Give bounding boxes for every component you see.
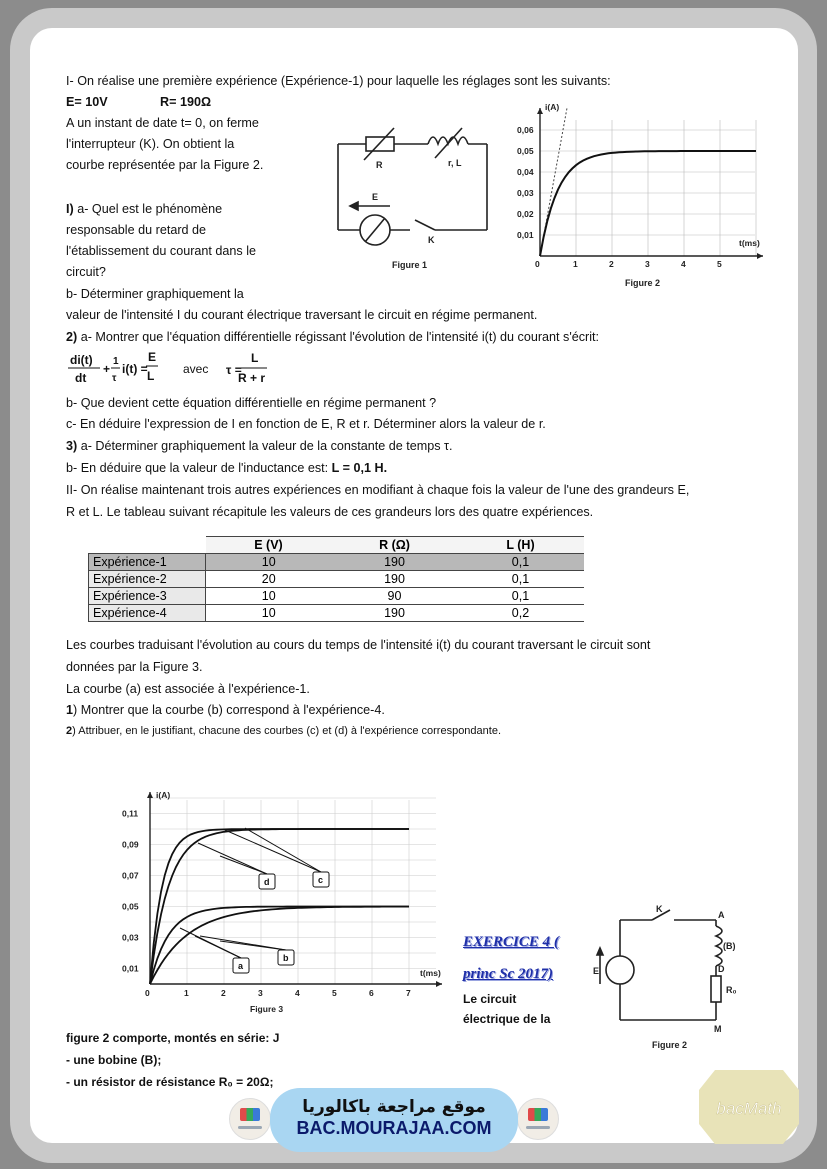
- table-cell: 10: [206, 554, 332, 571]
- ex4-label-d: D: [718, 964, 725, 974]
- fig2-xtick: 4: [681, 259, 686, 269]
- logo-text: bacMath: [716, 1099, 782, 1118]
- eq-den2: τ: [112, 373, 117, 384]
- fig3-ytick: 0,11: [122, 808, 139, 819]
- question-3a: [66, 439, 453, 453]
- fig1-label-k: K: [428, 235, 435, 245]
- part2-after-2: données par la Figure 3.: [66, 660, 203, 674]
- table-header: E (V): [206, 537, 332, 554]
- fig2-ytick: 0,02: [517, 209, 534, 219]
- part1-intro: I- On réalise une première expérience (Expérience-1) pour laquelle les réglages sont les suivants:: [66, 74, 611, 88]
- text-line: A un instant de date t= 0, on ferme: [66, 116, 259, 130]
- setting-e: E= 10V: [66, 95, 108, 109]
- eq-den4: R + r: [238, 371, 266, 385]
- experiments-table: [88, 536, 584, 622]
- fig3-curve-label: a: [238, 961, 244, 971]
- table-header: L (H): [458, 537, 584, 554]
- fig3-curve-b: [150, 907, 409, 984]
- fig2-ytick: 0,01: [517, 230, 534, 240]
- fig2-ytick: 0,05: [517, 146, 534, 156]
- question-2c: c- En déduire l'expression de I en fonction de E, R et r. Déterminer alors la valeur de r.: [66, 417, 546, 431]
- table-cell: 0,2: [458, 605, 584, 622]
- table-cell: 0,1: [458, 554, 584, 571]
- fig2-xtick: 3: [645, 259, 650, 269]
- question-3b: [66, 461, 387, 475]
- table-cell: Expérience-1: [89, 554, 206, 571]
- question-text: b- En déduire que la valeur de l'inductance est:: [66, 461, 332, 475]
- fig3-ytick: 0,01: [122, 963, 139, 974]
- table-cell: 10: [206, 588, 332, 605]
- table-cell: 190: [332, 554, 458, 571]
- fig2-ytick: 0,06: [517, 125, 534, 135]
- fig3-xtick: 6: [369, 988, 374, 998]
- question-1a: [66, 202, 222, 216]
- table-row: [89, 571, 584, 588]
- question-number: 1: [66, 703, 74, 717]
- question-number: 2): [66, 330, 78, 344]
- question-2b: b- Que devient cette équation différentielle en régime permanent ?: [66, 396, 437, 410]
- fig2-xlabel: t(ms): [739, 238, 760, 248]
- part2-intro-2: R et L. Le tableau suivant récapitule les valeurs de ces grandeurs lors des quatre expériences.: [66, 505, 594, 519]
- exercise4-line-2: - une bobine (B);: [66, 1053, 162, 1067]
- differential-equation: [66, 348, 296, 390]
- text-line: valeur de l'intensité I du courant électrique traversant le circuit en régime permanent.: [66, 308, 538, 322]
- fig1-label-r: R: [376, 160, 383, 170]
- table-cell: Expérience-2: [89, 571, 206, 588]
- question-2a: [66, 330, 599, 344]
- table-cell: 0,1: [458, 571, 584, 588]
- site-logo-icon: [229, 1098, 271, 1140]
- question-number: 2: [66, 725, 73, 737]
- table-row: [89, 605, 584, 622]
- table-cell: 10: [206, 605, 332, 622]
- figure2-chart: [515, 100, 770, 292]
- exercise4-title-2: princ Sc 2017): [463, 966, 553, 982]
- text-line: l'interrupteur (K). On obtient la: [66, 137, 235, 151]
- part2-intro-1: II- On réalise maintenant trois autres expériences en modifiant à chaque fois la valeur de l'une des grandeurs E,: [66, 483, 690, 497]
- exercise4-line-1: figure 2 comporte, montés en série: J: [66, 1031, 280, 1045]
- fig2-xtick: 1: [573, 259, 578, 269]
- figure3-chart: [120, 786, 450, 1018]
- fig3-ytick: 0,03: [122, 932, 139, 943]
- table-header-row: [89, 537, 584, 554]
- site-name-arabic: موقع مراجعة باكالوريا: [302, 1097, 486, 1117]
- fig2-ytick: 0,03: [517, 188, 534, 198]
- fig3-origin: 0: [145, 988, 150, 998]
- eq-den3: L: [147, 369, 155, 383]
- inductance-value: L = 0,1 H.: [331, 461, 388, 475]
- eq-num3: E: [148, 350, 157, 364]
- ex4-label-r0: R₀: [726, 985, 737, 995]
- part2-after-3: La courbe (a) est associée à l'expérience-1.: [66, 682, 310, 696]
- exercise4-title-1: EXERCICE 4 (: [463, 934, 559, 950]
- ex4-label-a: A: [718, 910, 725, 920]
- part2-question-2: [66, 725, 501, 737]
- setting-r: R= 190Ω: [160, 95, 212, 109]
- eq-avec: avec: [183, 362, 209, 376]
- question-text: a- Quel est le phénomène: [73, 202, 223, 216]
- fig3-ylabel: i(A): [156, 790, 171, 800]
- figure3-caption: Figure 3: [250, 1004, 284, 1014]
- table-cell: 190: [332, 605, 458, 622]
- figure1-caption: Figure 1: [392, 260, 428, 270]
- ex4-circuit-figure: [590, 902, 750, 1054]
- exercise4-body-2: électrique de la: [463, 1012, 551, 1026]
- figure1-circuit: [330, 118, 495, 276]
- fig3-curve-label: c: [318, 875, 324, 885]
- fig3-xtick: 4: [295, 988, 300, 998]
- fig3-curve-label: b: [283, 953, 289, 963]
- ex4-figure-caption: Figure 2: [652, 1040, 688, 1050]
- ex4-label-m: M: [714, 1024, 722, 1034]
- ex4-label-b: (B): [723, 941, 736, 951]
- eq-mid: i(t) =: [122, 362, 148, 376]
- fig3-xtick: 5: [332, 988, 337, 998]
- table-cell: 20: [206, 571, 332, 588]
- question-number: I): [66, 202, 74, 216]
- exercise4-body-1: Le circuit: [463, 992, 517, 1006]
- text-line: l'établissement du courant dans le: [66, 244, 257, 258]
- question-number: 3): [66, 439, 78, 453]
- table-cell: Expérience-3: [89, 588, 206, 605]
- fig2-xtick: 2: [609, 259, 614, 269]
- part2-question-1: [66, 703, 385, 717]
- figure2-caption: Figure 2: [625, 278, 661, 288]
- site-banner[interactable]: [270, 1088, 518, 1152]
- eq-num2: 1: [113, 356, 119, 367]
- table-row: [89, 588, 584, 605]
- table-cell: 90: [332, 588, 458, 605]
- text-line: responsable du retard de: [66, 223, 207, 237]
- fig3-xtick: 7: [406, 988, 411, 998]
- fig3-xlabel: t(ms): [420, 968, 441, 978]
- table-cell: Expérience-4: [89, 605, 206, 622]
- ex4-label-k: K: [656, 904, 663, 914]
- fig3-curve-label: d: [264, 877, 270, 887]
- table-cell: 190: [332, 571, 458, 588]
- fig3-xtick: 1: [184, 988, 189, 998]
- fig3-xtick: 2: [221, 988, 226, 998]
- fig1-label-e: E: [372, 192, 379, 202]
- bacmath-logo: [697, 1068, 801, 1146]
- eq-den1: dt: [75, 371, 87, 385]
- part2-after-1: Les courbes traduisant l'évolution au cours du temps de l'intensité i(t) du courant traversant le circuit sont: [66, 638, 651, 652]
- text-line: courbe représentée par la Figure 2.: [66, 158, 264, 172]
- fig1-label-rl: r, L: [448, 158, 462, 168]
- fig2-origin: 0: [535, 259, 540, 269]
- eq-plus: +: [103, 362, 111, 376]
- fig3-curve-a: [150, 907, 409, 985]
- fig3-xtick: 3: [258, 988, 263, 998]
- fig2-ylabel: i(A): [545, 102, 560, 112]
- fig2-xtick: 5: [717, 259, 722, 269]
- ex4-label-e: E: [593, 966, 600, 976]
- exercise4-line-3: - un résistor de résistance R₀ = 20Ω;: [66, 1075, 274, 1089]
- question-text: a- Déterminer graphiquement la valeur de la constante de temps τ.: [77, 439, 453, 453]
- fig2-ytick: 0,04: [517, 167, 534, 177]
- eq-num1: di(t): [70, 353, 93, 367]
- table-cell: 0,1: [458, 588, 584, 605]
- table-row: [89, 554, 584, 571]
- eq-tau: τ =: [226, 363, 242, 377]
- question-text: ) Montrer que la courbe (b) correspond à l'expérience-4.: [73, 703, 385, 717]
- question-text: a- Montrer que l'équation différentielle régissant l'évolution de l'intensité i(t) du courant s'écrit:: [77, 330, 600, 344]
- eq-num4: L: [251, 351, 259, 365]
- site-url-link[interactable]: BAC.MOURAJAA.COM: [296, 1118, 492, 1138]
- fig3-ytick: 0,09: [122, 839, 139, 850]
- table-header: R (Ω): [332, 537, 458, 554]
- fig3-ytick: 0,05: [122, 901, 139, 912]
- text-line: circuit?: [66, 265, 106, 279]
- question-text: ) Attribuer, en le justifiant, chacune des courbes (c) et (d) à l'expérience correspondante.: [72, 725, 502, 737]
- site-logo-icon: [517, 1098, 559, 1140]
- text-line: b- Déterminer graphiquement la: [66, 287, 244, 301]
- fig3-ytick: 0,07: [122, 870, 139, 881]
